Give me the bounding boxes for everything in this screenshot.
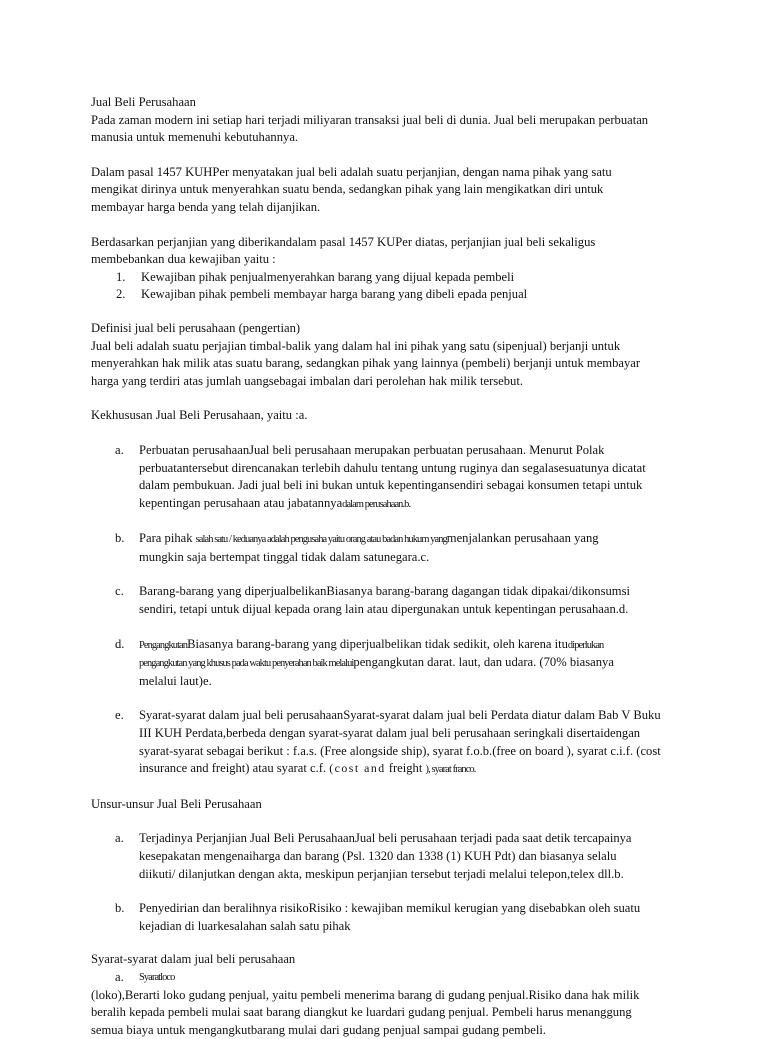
intro-paragraph (91, 112, 691, 147)
list-item-line: Syarat-syarat dalam jual beli perusahaanSyarat-syarat dalam jual beli Perdata diatur dalam Bab V Buku (139, 708, 661, 723)
list-item (91, 707, 691, 778)
document-title: Jual Beli Perusahaan (91, 95, 196, 109)
intro-line: manusia untuk memenuhi kebutuhannya. (91, 130, 299, 145)
list-item-line: III KUH Perdata,berbeda dengan syarat-syarat dalam jual beli perusahaan seringkali disertaidengan (139, 726, 641, 741)
list-item-line: syarat-syarat sebagai berikut : f.a.s. (Free alongside ship), syarat f.o.b.(free on board ), syarat c.i.f. (cost (139, 743, 661, 758)
list-item (91, 442, 691, 513)
list-item-line: kejadian di luarkesalahan salah satu pihak (139, 918, 351, 933)
list-marker: b. (115, 531, 125, 546)
kewajiban-line: membebankan dua kewajiban yaitu : (91, 252, 276, 267)
text-run-condensed: pengangkutan yang khusus pada waktu penyerahan baik melalui (139, 658, 354, 670)
list-item (91, 530, 691, 566)
text-run: menjalankan perusahaan yang (446, 531, 599, 546)
unsur-section (91, 796, 691, 936)
intro-line: Pada zaman modern ini setiap hari terjadi miliyaran transaksi jual beli di dunia. Jual beli merupakan perbuatan (91, 112, 649, 127)
definisi-line: harga yang terdiri atas jumlah uangsebagai imbalan dari perolehan hak milik tersebut. (91, 373, 524, 388)
list-number: 2. (116, 287, 126, 302)
list-item-line: mungkin saja bertempat tinggal tidak dalam satunegara.c. (139, 549, 430, 564)
list-number: 1. (116, 269, 126, 284)
text-run-spaced: (cost and (329, 761, 386, 776)
list-item-line: Penyedirian dan beralihnya risikoRisiko : kewajiban memikul kerugian yang disebabkan oleh suatu (139, 901, 641, 916)
list-item-text: Kewajiban pihak penjualmenyerahkan barang yang dijual kepada pembeli (141, 269, 515, 284)
list-item (91, 900, 691, 935)
section-heading: Syarat-syarat dalam jual beli perusahaan (91, 952, 296, 967)
list-item-line: kesepakatan mengenaiharga dan barang (Psl. 1320 dan 1338 (1) KUH Pdt) dan biasanya selalu (139, 849, 617, 863)
list-item-line: melalui laut)e. (139, 673, 212, 688)
list-item-line (139, 654, 691, 673)
list-item (91, 269, 691, 287)
text-run: pengangkutan darat. laut, dan udara. (70% biasanya (353, 655, 614, 670)
text-run: freight (385, 761, 426, 776)
syarat-line: beralih kepada pembeli mulai saat barang diangkut ke luardari gudang penjual. Pembeli harus menanggung (91, 1005, 632, 1020)
text-run: Biasanya barang-barang yang diperjualbelikan tidak sedikit, oleh karena itu (187, 636, 568, 651)
list-item-line (139, 495, 691, 514)
text-run: insurance and freight) atau syarat c.f. (139, 761, 330, 776)
section-heading: Unsur-unsur Jual Beli Perusahaan (91, 796, 262, 811)
list-item-text: Kewajiban pihak pembeli membayar harga barang yang dibeli epada penjual (141, 287, 528, 302)
list-item-line: dalam pembukuan. Jadi jual beli ini bukan untuk kepentingansendiri sebagai konsumen tetapi untuk (139, 478, 643, 493)
list-marker: a. (115, 831, 124, 846)
list-marker: c. (115, 584, 124, 599)
pasal-line: mengikat dirinya untuk menyerahkan suatu benda, sedangkan pihak yang lain mengikatkan diri untuk (91, 182, 604, 197)
text-run-condensed: ), syarat franco. (425, 764, 476, 776)
list-marker: a. (115, 969, 124, 984)
list-item-line (139, 760, 691, 779)
syarat-section (91, 951, 691, 1039)
list-item (91, 286, 691, 304)
list-item-line: diikuti/ dilanjutkan dengan akta, meskipun perjanjian tersebut terjadi melalui telepon,telex dll.b. (139, 866, 624, 881)
syarat-line: semua biaya untuk mengangkutbarang mulai dari gudang penjual sampai gudang pembeli. (91, 1022, 546, 1037)
text-run-condensed: Pengangkutan (139, 639, 188, 651)
kekhususan-section (91, 407, 691, 779)
kewajiban-paragraph (91, 234, 691, 304)
list-item-text: Syaratloco (139, 971, 175, 983)
list-item-line: Perbuatan perusahaanJual beli perusahaan merupakan perbuatan perusahaan. Menurut Polak (139, 442, 605, 457)
pasal-line: membayar harga benda yang telah dijanjikan. (91, 199, 321, 214)
text-run: kepentingan perusahaan atau jabatannya (139, 495, 343, 510)
list-item-line (139, 530, 691, 549)
definisi-line: Jual beli adalah suatu perjajian timbal-balik yang dalam hal ini pihak yang satu (sipenjual) berjanji untuk (91, 338, 621, 353)
section-heading: Definisi jual beli perusahaan (pengertian) (91, 320, 301, 335)
list-item-line: Terjadinya Perjanjian Jual Beli PerusahaanJual beli perusahaan terjadi pada saat detik tercapainya (139, 831, 632, 846)
pasal-paragraph (91, 164, 691, 217)
list-marker: b. (115, 901, 125, 916)
list-item (91, 830, 691, 883)
syarat-line: (loko),Berarti loko gudang penjual, yaitu pembeli menerima barang di gudang penjual.Risiko dana hak milik (91, 987, 640, 1002)
list-item (91, 969, 691, 987)
text-run-condensed: diperlukan (567, 639, 604, 651)
definisi-line: menyerahkan hak milik atas suatu barang, sedangkan pihak yang lainnya (pembeli) berjanji untuk membayar (91, 356, 641, 371)
kewajiban-line: Berdasarkan perjanjian yang diberikandalam pasal 1457 KUPer diatas, perjanjian jual beli sekaligus (91, 234, 596, 249)
kewajiban-list (91, 269, 691, 304)
section-heading: Kekhususan Jual Beli Perusahaan, yaitu :a. (91, 408, 308, 423)
list-item-line (139, 636, 691, 655)
definisi-section (91, 320, 691, 390)
text-run: Para pihak (139, 531, 196, 546)
list-item-line: Barang-barang yang diperjualbelikanBiasanya barang-barang dagangan tidak dipakai/dikonsumsi (139, 584, 630, 599)
text-run-condensed: salah satu / keduanya adalah pengusaha yaitu orang atau badan hukum yang (195, 534, 447, 546)
pasal-line: Dalam pasal 1457 KUHPer menyatakan jual beli adalah suatu perjanjian, dengan nama pihak yang satu (91, 164, 612, 179)
list-marker: d. (115, 636, 125, 651)
list-item-line: sendiri, tetapi untuk dijual kepada orang lain atau dipergunakan untuk kepentingan perusahaan.d. (139, 602, 629, 617)
list-marker: a. (115, 442, 124, 457)
document-body (91, 94, 691, 1039)
list-item (91, 636, 691, 691)
text-run-condensed: dalam perusahaan.b. (342, 498, 411, 510)
list-marker: e. (115, 708, 124, 723)
list-item-line: perbuatantersebut direncanakan terlebih dahulu tentang untung ruginya dan segalasesuatunya dicatat (139, 460, 646, 475)
list-item (91, 583, 691, 618)
